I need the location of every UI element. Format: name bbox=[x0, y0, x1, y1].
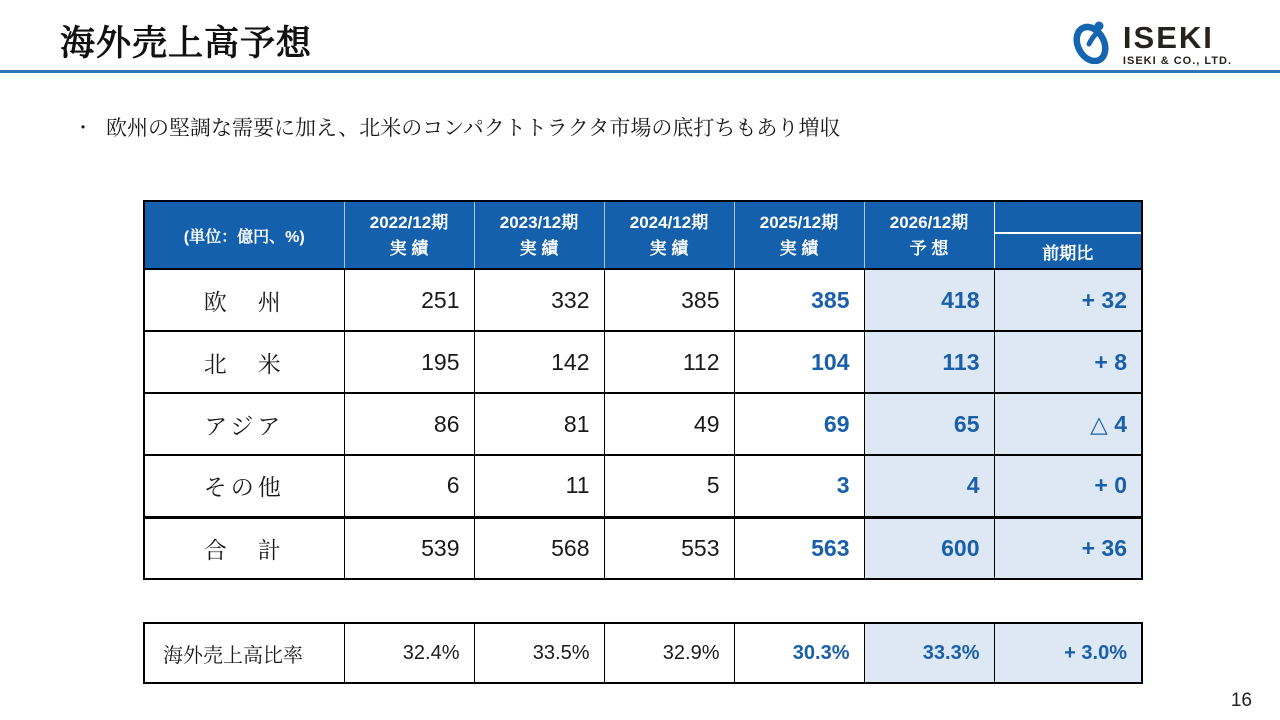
ratio-value-cell-forecast: 33.3% bbox=[864, 623, 994, 683]
value-cell: 539 bbox=[344, 517, 474, 579]
value-cell: 81 bbox=[474, 393, 604, 455]
row-label: その他 bbox=[144, 455, 344, 517]
bullet-marker: ・ bbox=[74, 118, 92, 138]
value-cell-yoy: + 0 bbox=[994, 455, 1142, 517]
overseas-sales-table bbox=[143, 200, 1143, 580]
value-cell-actual: 385 bbox=[734, 269, 864, 331]
value-cell-forecast: 4 bbox=[864, 455, 994, 517]
value-cell-actual: 563 bbox=[734, 517, 864, 579]
table-row-other bbox=[144, 455, 1142, 517]
row-label: アジア bbox=[144, 393, 344, 455]
iseki-logo-text bbox=[1123, 22, 1232, 67]
overseas-sales-ratio-table bbox=[143, 622, 1143, 684]
column-header-2025: 2025/12期 実 績 bbox=[734, 201, 864, 269]
value-cell: 195 bbox=[344, 331, 474, 393]
value-cell: 568 bbox=[474, 517, 604, 579]
iseki-logo bbox=[1069, 20, 1232, 69]
value-cell: 332 bbox=[474, 269, 604, 331]
ratio-value-cell: 33.5% bbox=[474, 623, 604, 683]
table-row-total bbox=[144, 517, 1142, 579]
row-label: 北 米 bbox=[144, 331, 344, 393]
yoy-header-empty bbox=[995, 202, 1142, 232]
value-cell: 142 bbox=[474, 331, 604, 393]
value-cell: 5 bbox=[604, 455, 734, 517]
value-cell-yoy: + 36 bbox=[994, 517, 1142, 579]
table-header-row bbox=[144, 201, 1142, 269]
iseki-logo-subtext: ISEKI & CO., LTD. bbox=[1122, 55, 1232, 67]
value-cell: 385 bbox=[604, 269, 734, 331]
table-row-europe bbox=[144, 269, 1142, 331]
page-title: 海外売上高予想 bbox=[60, 24, 313, 63]
value-cell: 553 bbox=[604, 517, 734, 579]
ratio-value-cell: 32.4% bbox=[344, 623, 474, 683]
value-cell-forecast: 418 bbox=[864, 269, 994, 331]
row-label: 合 計 bbox=[144, 517, 344, 579]
column-header-2024: 2024/12期 実 績 bbox=[604, 201, 734, 269]
yoy-header-label: 前期比 bbox=[995, 232, 1142, 268]
ratio-value-cell: 32.9% bbox=[604, 623, 734, 683]
value-cell-actual: 3 bbox=[734, 455, 864, 517]
ratio-row bbox=[144, 623, 1142, 683]
value-cell-yoy: + 8 bbox=[994, 331, 1142, 393]
value-cell: 49 bbox=[604, 393, 734, 455]
column-header-2023: 2023/12期 実 績 bbox=[474, 201, 604, 269]
row-label: 欧 州 bbox=[144, 269, 344, 331]
title-divider bbox=[0, 70, 1280, 73]
ratio-row-label: 海外売上高比率 bbox=[144, 623, 344, 683]
value-cell-actual: 104 bbox=[734, 331, 864, 393]
ratio-value-cell-actual: 30.3% bbox=[734, 623, 864, 683]
value-cell: 11 bbox=[474, 455, 604, 517]
value-cell: 86 bbox=[344, 393, 474, 455]
column-header-2026: 2026/12期 予 想 bbox=[864, 201, 994, 269]
column-header-2022: 2022/12期 実 績 bbox=[344, 201, 474, 269]
bullet-line bbox=[74, 112, 840, 142]
ratio-value-cell-yoy: + 3.0% bbox=[994, 623, 1142, 683]
value-cell-forecast: 600 bbox=[864, 517, 994, 579]
table-row-north-america bbox=[144, 331, 1142, 393]
column-header-yoy bbox=[994, 201, 1142, 269]
page-number: 16 bbox=[1230, 690, 1252, 711]
value-cell-forecast: 65 bbox=[864, 393, 994, 455]
value-cell: 251 bbox=[344, 269, 474, 331]
value-cell-forecast: 113 bbox=[864, 331, 994, 393]
iseki-logo-icon bbox=[1069, 20, 1115, 69]
value-cell-actual: 69 bbox=[734, 393, 864, 455]
value-cell-yoy: △ 4 bbox=[994, 393, 1142, 455]
value-cell-yoy: + 32 bbox=[994, 269, 1142, 331]
bullet-text: 欧州の堅調な需要に加え、北米のコンパクトトラクタ市場の底打ちもあり増収 bbox=[106, 117, 841, 140]
value-cell: 6 bbox=[344, 455, 474, 517]
iseki-logo-name: ISEKI bbox=[1122, 20, 1214, 55]
unit-label: (単位：億円、%) bbox=[144, 201, 344, 269]
table-row-asia bbox=[144, 393, 1142, 455]
value-cell: 112 bbox=[604, 331, 734, 393]
